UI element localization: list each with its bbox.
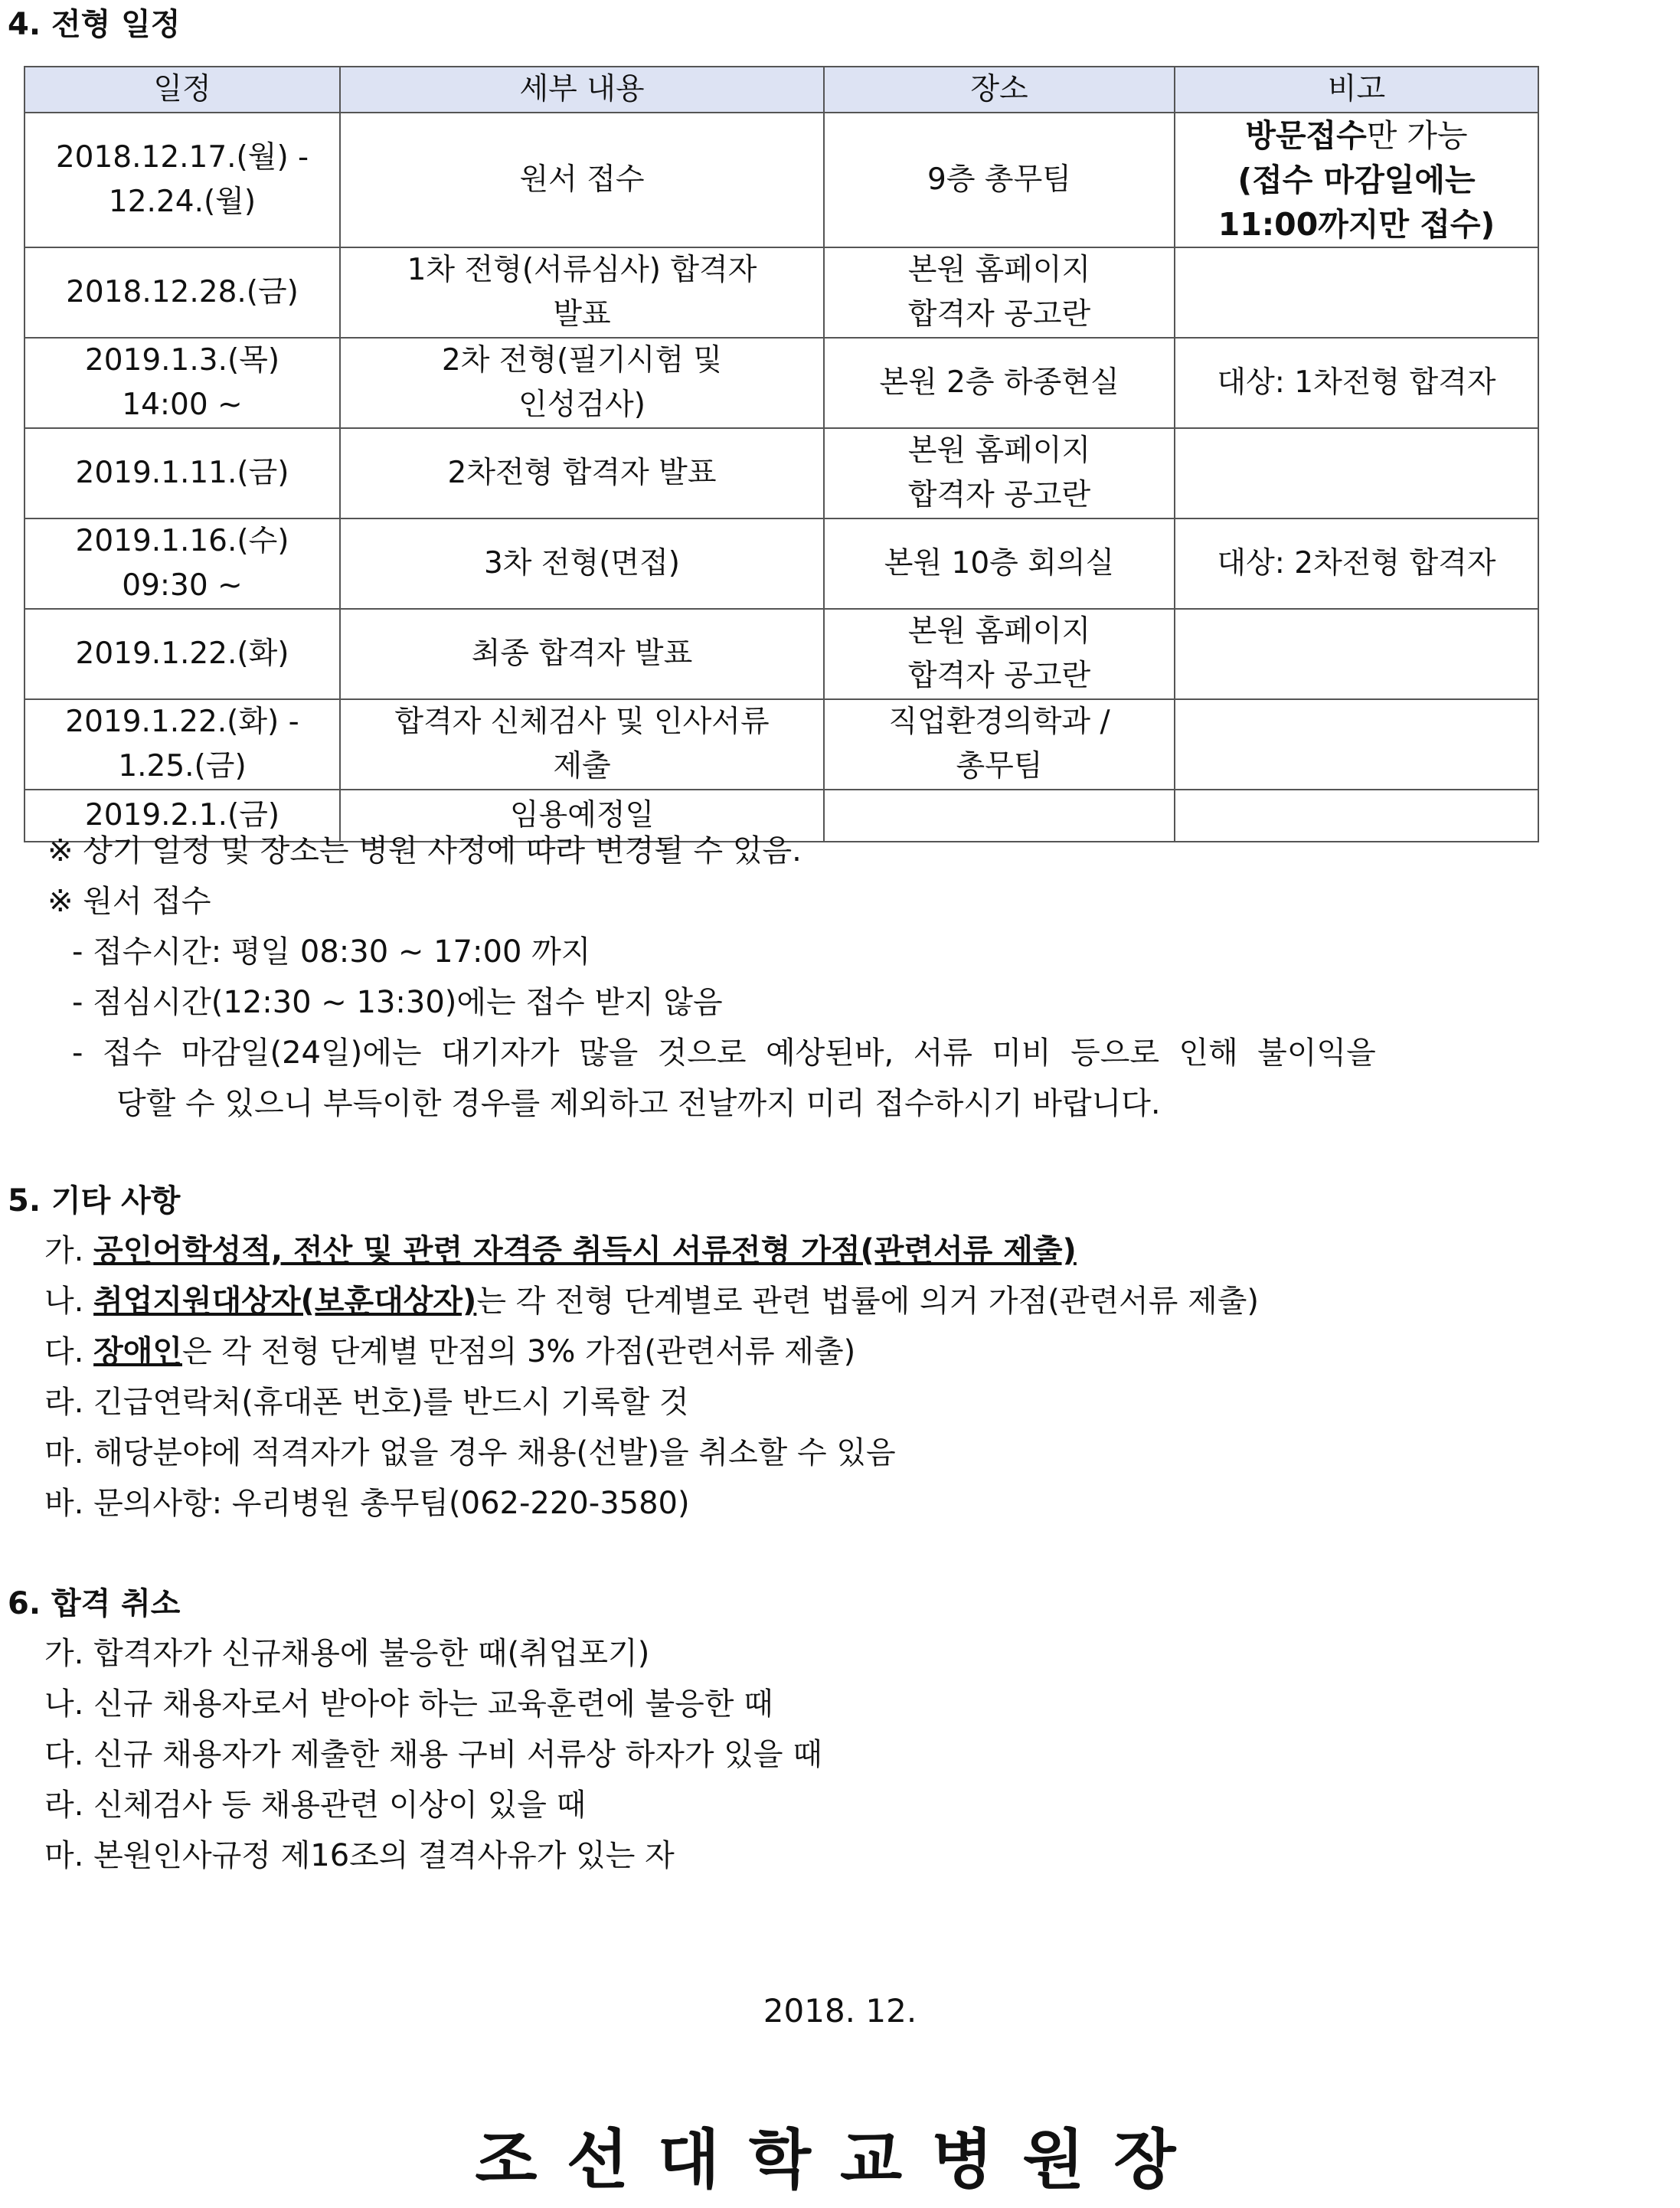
cell-date [25,338,340,428]
list-item [44,1279,1259,1323]
item-rest: 문의사항: 우리병원 총무팀(062-220-3580) [93,1486,690,1521]
cell-text: 12.24.(월) [108,185,257,219]
section5-title: 5. 기타 사항 [8,1183,181,1218]
cell-text: 2019.2.1.(금) [84,798,280,832]
cell-text: 직업환경의학과 / [888,705,1110,739]
cell-text: 1.25.(금) [118,749,247,783]
cell-note [1175,113,1538,247]
cell-detail [340,518,824,609]
cell-text: 2차 전형(필기시험 및 [441,343,723,378]
item-prefix: 바. [44,1486,94,1521]
cell-text: 합격자 공고란 [907,297,1091,332]
cell-detail [340,338,824,428]
list-item: 라. 신체검사 등 채용관련 이상이 있을 때 [44,1788,587,1823]
cell-text: 원서 접수 [519,162,645,197]
item-prefix: 라. [44,1385,94,1420]
item-bold: 장애인 [93,1334,182,1369]
cell-detail [340,428,824,518]
cell-text: 합격자 공고란 [907,659,1091,693]
cell-note [1175,699,1538,790]
document-date: 2018. 12. [763,1992,917,2030]
table-row [25,247,1538,338]
cell-text: 2019.1.22.(화) [75,636,289,671]
cell-detail [340,247,824,338]
cell-text: 본원 홈페이지 [907,614,1091,649]
list-item [44,1481,690,1526]
cell-text: 2019.1.11.(금) [75,456,289,490]
cell-text: 합격자 신체검사 및 인사서류 [394,705,770,739]
item-rest: 해당분야에 적격자가 없을 경우 채용(선발)을 취소할 수 있음 [93,1435,896,1470]
item-prefix: 다. [44,1334,94,1369]
table-row [25,113,1538,247]
cell-text: 2019.1.3.(목) [84,343,280,378]
cell-date [25,428,340,518]
cell-text [1182,113,1531,158]
note-bold-text: 방문접수 [1245,117,1367,154]
cell-date [25,518,340,609]
cell-text: 2018.12.28.(금) [66,275,299,309]
table-row [25,609,1538,699]
note-line: ※ 원서 접수 [47,884,211,919]
table-row [25,428,1538,518]
item-bold: 공인어학성적, 전산 및 관련 자격증 취득시 서류전형 가점(관련서류 제출) [93,1233,1077,1268]
cell-note [1175,609,1538,699]
header-place: 장소 [824,67,1175,113]
item-rest: 은 각 전형 단계별 만점의 3% 가점(관련서류 제출) [182,1334,856,1369]
cell-text: 9층 총무팀 [927,162,1071,197]
note-rest-text: 만 가능 [1366,117,1468,154]
table-header-row [25,67,1538,113]
cell-text: 인성검사) [518,388,646,422]
note-line: ※ 상기 일정 및 장소는 병원 사정에 따라 변경될 수 있음. [47,833,802,868]
cell-note: 대상: 2차전형 합격자 [1175,518,1538,609]
cell-place [824,338,1175,428]
cell-text: 본원 홈페이지 [907,253,1091,287]
cell-place [824,790,1175,842]
cell-text: 본원 10층 회의실 [884,546,1115,581]
header-date: 일정 [25,67,340,113]
cell-text: 1차 전형(서류심사) 합격자 [407,253,757,287]
note-line: - 접수시간: 평일 08:30 ~ 17:00 까지 [72,934,591,970]
cell-text: 최종 합격자 발표 [471,636,693,671]
table-row [25,518,1538,609]
cell-detail [340,609,824,699]
schedule-table [24,66,1539,842]
item-rest: 긴급연락처(휴대폰 번호)를 반드시 기록할 것 [93,1385,689,1420]
item-prefix: 가. [44,1233,94,1268]
note-line: - 점심시간(12:30 ~ 13:30)에는 접수 받지 않음 [72,985,723,1020]
cell-text: (접수 마감일에는 [1237,162,1476,198]
cell-text: 2019.1.16.(수) [75,524,289,558]
cell-place [824,699,1175,790]
section6-title: 6. 합격 취소 [8,1586,181,1621]
cell-text: 2차전형 합격자 발표 [447,456,717,490]
cell-text: 11:00까지만 접수) [1218,206,1495,243]
list-item [44,1330,855,1374]
list-item: 다. 신규 채용자가 제출한 채용 구비 서류상 하자가 있을 때 [44,1737,822,1772]
cell-text: 3차 전형(면접) [483,546,680,581]
cell-detail [340,113,824,247]
list-item: 마. 본원인사규정 제16조의 결격사유가 있는 자 [44,1838,675,1873]
cell-date [25,609,340,699]
cell-place [824,609,1175,699]
cell-place [824,428,1175,518]
cell-place [824,518,1175,609]
cell-text: 14:00 ~ [122,388,243,422]
cell-text: 발표 [553,297,611,332]
item-prefix: 마. [44,1435,94,1470]
cell-text: 09:30 ~ [122,568,243,603]
cell-date [25,247,340,338]
cell-text: 본원 홈페이지 [907,433,1091,468]
section4-title: 4. 전형 일정 [8,7,181,42]
item-rest: 는 각 전형 단계별로 관련 법률에 의거 가점(관련서류 제출) [476,1284,1259,1319]
cell-text: 합격자 공고란 [907,478,1091,512]
header-detail: 세부 내용 [340,67,824,113]
cell-place [824,247,1175,338]
issuer-signature: 조선대학교병원장 [475,2122,1205,2197]
cell-note [1175,428,1538,518]
list-item: 가. 합격자가 신규채용에 불응한 때(취업포기) [44,1636,650,1671]
cell-text: 제출 [553,749,611,783]
list-item [44,1228,1077,1273]
cell-note [1175,247,1538,338]
cell-text: 본원 2층 하종현실 [879,365,1119,400]
cell-text: 임용예정일 [509,798,655,832]
cell-note [1175,790,1538,842]
cell-text: 총무팀 [956,749,1043,783]
cell-date [25,699,340,790]
list-item [44,1380,689,1425]
list-item [44,1431,896,1475]
cell-text: 2018.12.17.(월) - [55,140,309,175]
cell-place [824,113,1175,247]
list-item: 나. 신규 채용자로서 받아야 하는 교육훈련에 불응한 때 [44,1686,773,1722]
cell-detail [340,699,824,790]
cell-date [25,113,340,247]
table-row [25,699,1538,790]
cell-note: 대상: 1차전형 합격자 [1175,338,1538,428]
header-note: 비고 [1175,67,1538,113]
note-line: 당할 수 있으니 부득이한 경우를 제외하고 전날까지 미리 접수하시기 바랍니다. [116,1086,1161,1121]
item-bold: 취업지원대상자(보훈대상자) [93,1284,477,1319]
cell-text: 2019.1.22.(화) - [65,705,299,739]
item-prefix: 나. [44,1284,94,1319]
note-line: - 접수 마감일(24일)에는 대기자가 많을 것으로 예상된바, 서류 미비 등으로 인해 불이익을 [72,1035,1376,1071]
table-row [25,338,1538,428]
